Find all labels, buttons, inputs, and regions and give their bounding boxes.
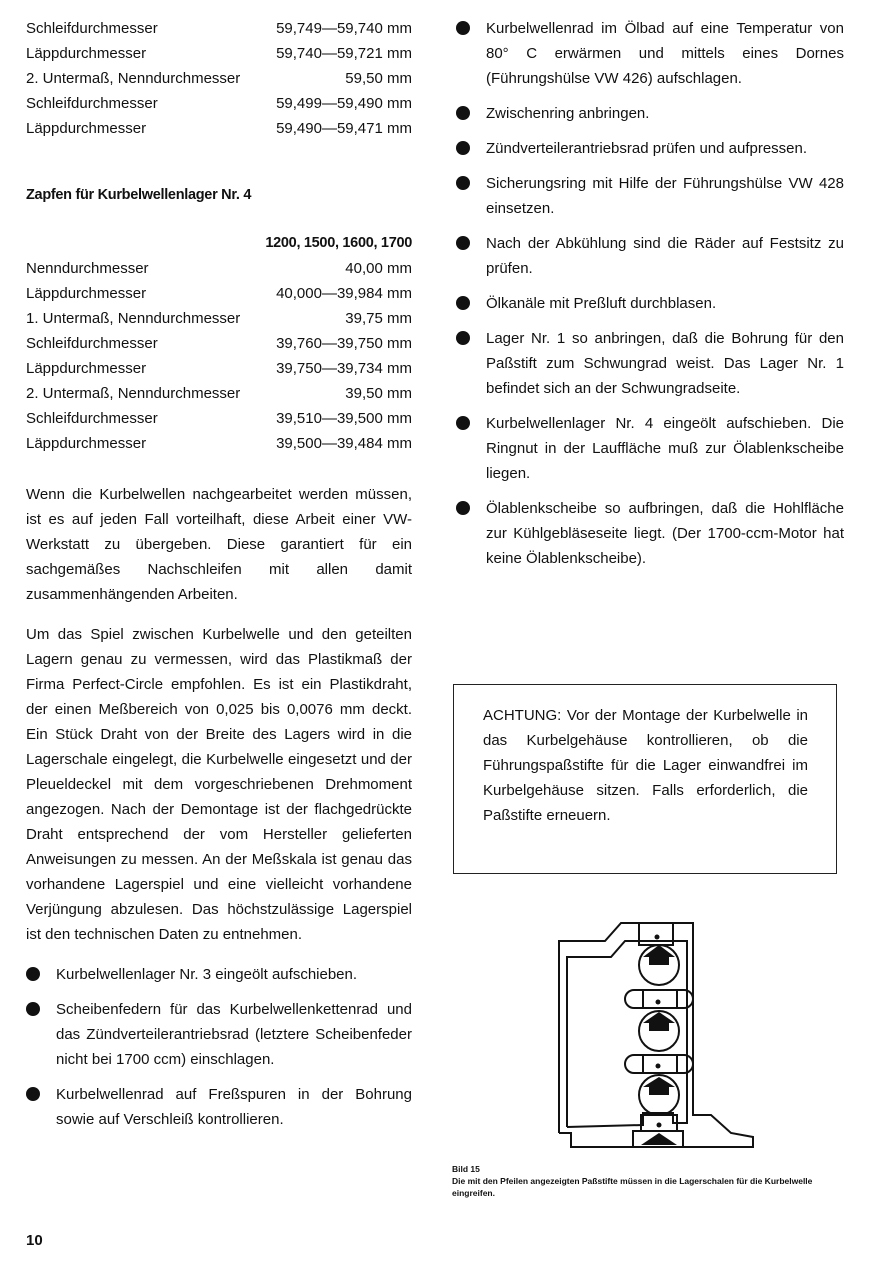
list-item-text: Ölkanäle mit Preßluft durchblasen. [486,295,717,312]
bullet-icon [26,967,40,981]
list-item-text: Kurbelwellenlager Nr. 3 eingeölt aufschieben. [56,966,358,983]
table-row [26,256,412,281]
row-value: 39,510—39,500 mm [276,410,412,427]
list-item [456,136,844,161]
row-label: 2. Untermaß, Nenndurchmesser [26,385,241,402]
table-row [26,306,412,331]
list-item-text: Scheibenfedern für das Kurbelwellenkettenrad und das Zündverteilerantriebsrad (letztere Scheibenfeder nicht bei 1700 ccm) einschlagen. [56,1001,412,1068]
crankcase-bearing-diagram-icon [553,915,773,1155]
row-label: Läppdurchmesser [26,285,147,302]
list-item-text: Zündverteilerantriebsrad prüfen und aufpressen. [486,140,808,157]
table-row [26,281,412,306]
body-paragraph: Um das Spiel zwischen Kurbelwelle und den geteilten Lagern genau zu vermessen, wird das Plastikmaß der Firma Perfect-Circle empfohlen. Es ist ein Plastikdraht, der einen Meßbereich von 0,025 bis 0,0076 mm deckt. Ein Stück Draht von der Breite des Lagers wird in die Lagerschale eingelegt, die Kurbelwelle eingesetzt und der Pleueldeckel mit dem vorgeschriebenen Drehmoment angezogen. Nach der Demontage ist der flachgedrückte Draht entsprechend der vom Hersteller gelieferten Anweisungen zu messen. An der Meßskala ist genau das vorhandene Lagerspiel und eine vielleicht vorhandene Verjüngung abzulesen. Das höchstzulässige Lagerspiel ist den technischen Daten zu entnehmen. [26,626,412,943]
spec-table [26,256,412,456]
row-label: 1. Untermaß, Nenndurchmesser [26,310,241,327]
row-value: 59,499—59,490 mm [276,95,412,112]
table-row [26,116,412,141]
list-item [26,962,412,987]
table-row [26,381,412,406]
row-value: 39,750—39,734 mm [276,360,412,377]
list-item-text: Kurbelwellenrad im Ölbad auf eine Temperatur von 80° C erwärmen und mittels eines Dornes (Führungshülse VW 426) aufschlagen. [486,20,844,87]
list-item [456,326,844,401]
row-label: Läppdurchmesser [26,360,147,377]
list-item-text: Kurbelwellenrad auf Freßspuren in der Bohrung sowie auf Verschleiß kontrollieren. [56,1086,412,1128]
crankcase-diagram [553,915,773,1155]
row-label: Schleifdurchmesser [26,335,158,352]
table-row [26,66,412,91]
list-item [456,496,844,571]
body-paragraph: Wenn die Kurbelwellen nachgearbeitet werden müssen, ist es auf jeden Fall vorteilhaft, diese Arbeit einer VW-Werkstatt zu übergeben. Diese garantiert für ein sachgemäßes Nachschleifen mit allen damit zusammenhängenden Arbeiten. [26,486,412,603]
row-value: 39,50 mm [345,385,412,402]
bullet-icon [26,1002,40,1016]
left-column [26,16,412,1132]
row-value: 59,749—59,740 mm [276,20,412,37]
list-item [456,231,844,281]
list-item-text: Sicherungsring mit Hilfe der Führungshülse VW 428 einsetzen. [486,175,844,217]
notice-text: ACHTUNG: Vor der Montage der Kurbelwelle in das Kurbelgehäuse kontrollieren, ob die Führungspaßstifte für die Lager einwandfrei im Kurbelgehäuse sitzen. Falls erforderlich, die Paßstifte erneuern. [483,707,808,824]
list-item-text: Kurbelwellenlager Nr. 4 eingeölt aufschieben. Die Ringnut in der Lauffläche muß zur Ölablenkscheibe liegen. [486,415,844,482]
warning-notice-box [453,684,837,874]
row-label: Läppdurchmesser [26,120,147,137]
row-label: Schleifdurchmesser [26,20,158,37]
list-item-text: Zwischenring anbringen. [486,105,650,122]
row-value: 59,490—59,471 mm [276,120,412,137]
row-value: 40,00 mm [345,260,412,277]
row-value: 39,75 mm [345,310,412,327]
list-item-text: Lager Nr. 1 so anbringen, daß die Bohrung für den Paßstift zum Schwungrad weist. Das Lager Nr. 1 befindet sich an der Schwungradseite. [486,330,844,397]
bullet-icon [456,176,470,190]
bullet-icon [456,416,470,430]
bullet-icon [456,331,470,345]
row-label: Schleifdurchmesser [26,410,158,427]
bullet-icon [26,1087,40,1101]
models-header: 1200, 1500, 1600, 1700 [265,235,412,251]
row-value: 59,740—59,721 mm [276,45,412,62]
bullet-icon [456,501,470,515]
table-row [26,16,412,41]
row-value: 59,50 mm [345,70,412,87]
bullet-icon [456,236,470,250]
list-item [456,411,844,486]
row-label: Läppdurchmesser [26,435,147,452]
row-label: 2. Untermaß, Nenndurchmesser [26,70,241,87]
figure-caption [452,1163,844,1199]
table-row [26,431,412,456]
list-item [26,997,412,1072]
table-row [26,331,412,356]
row-value: 39,760—39,750 mm [276,335,412,352]
top-spec-table [26,16,412,141]
row-label: Schleifdurchmesser [26,95,158,112]
row-value: 39,500—39,484 mm [276,435,412,452]
table-row [26,41,412,66]
right-column [456,16,844,581]
bullet-icon [456,141,470,155]
bullet-list [26,962,412,1132]
row-value: 40,000—39,984 mm [276,285,412,302]
row-label: Läppdurchmesser [26,45,147,62]
list-item [456,101,844,126]
figure-label: Bild 15 [452,1164,480,1174]
table-row [26,356,412,381]
bullet-icon [456,106,470,120]
page-number: 10 [26,1232,43,1249]
list-item [456,171,844,221]
list-item-text: Ölablenkscheibe so aufbringen, daß die Hohlfläche zur Kühlgebläseseite liegt. (Der 1700-ccm-Motor hat keine Ölablenkscheibe). [486,500,844,567]
bullet-icon [456,21,470,35]
list-item [26,1082,412,1132]
figure-caption-text: Die mit den Pfeilen angezeigten Paßstifte müssen in die Lagerschalen für die Kurbelwelle eingreifen. [452,1176,813,1198]
table-row [26,406,412,431]
bullet-icon [456,296,470,310]
list-item [456,16,844,91]
row-label: Nenndurchmesser [26,260,149,277]
section-heading: Zapfen für Kurbelwellenlager Nr. 4 [26,187,252,203]
list-item-text: Nach der Abkühlung sind die Räder auf Festsitz zu prüfen. [486,235,844,277]
table-row [26,91,412,116]
list-item [456,291,844,316]
